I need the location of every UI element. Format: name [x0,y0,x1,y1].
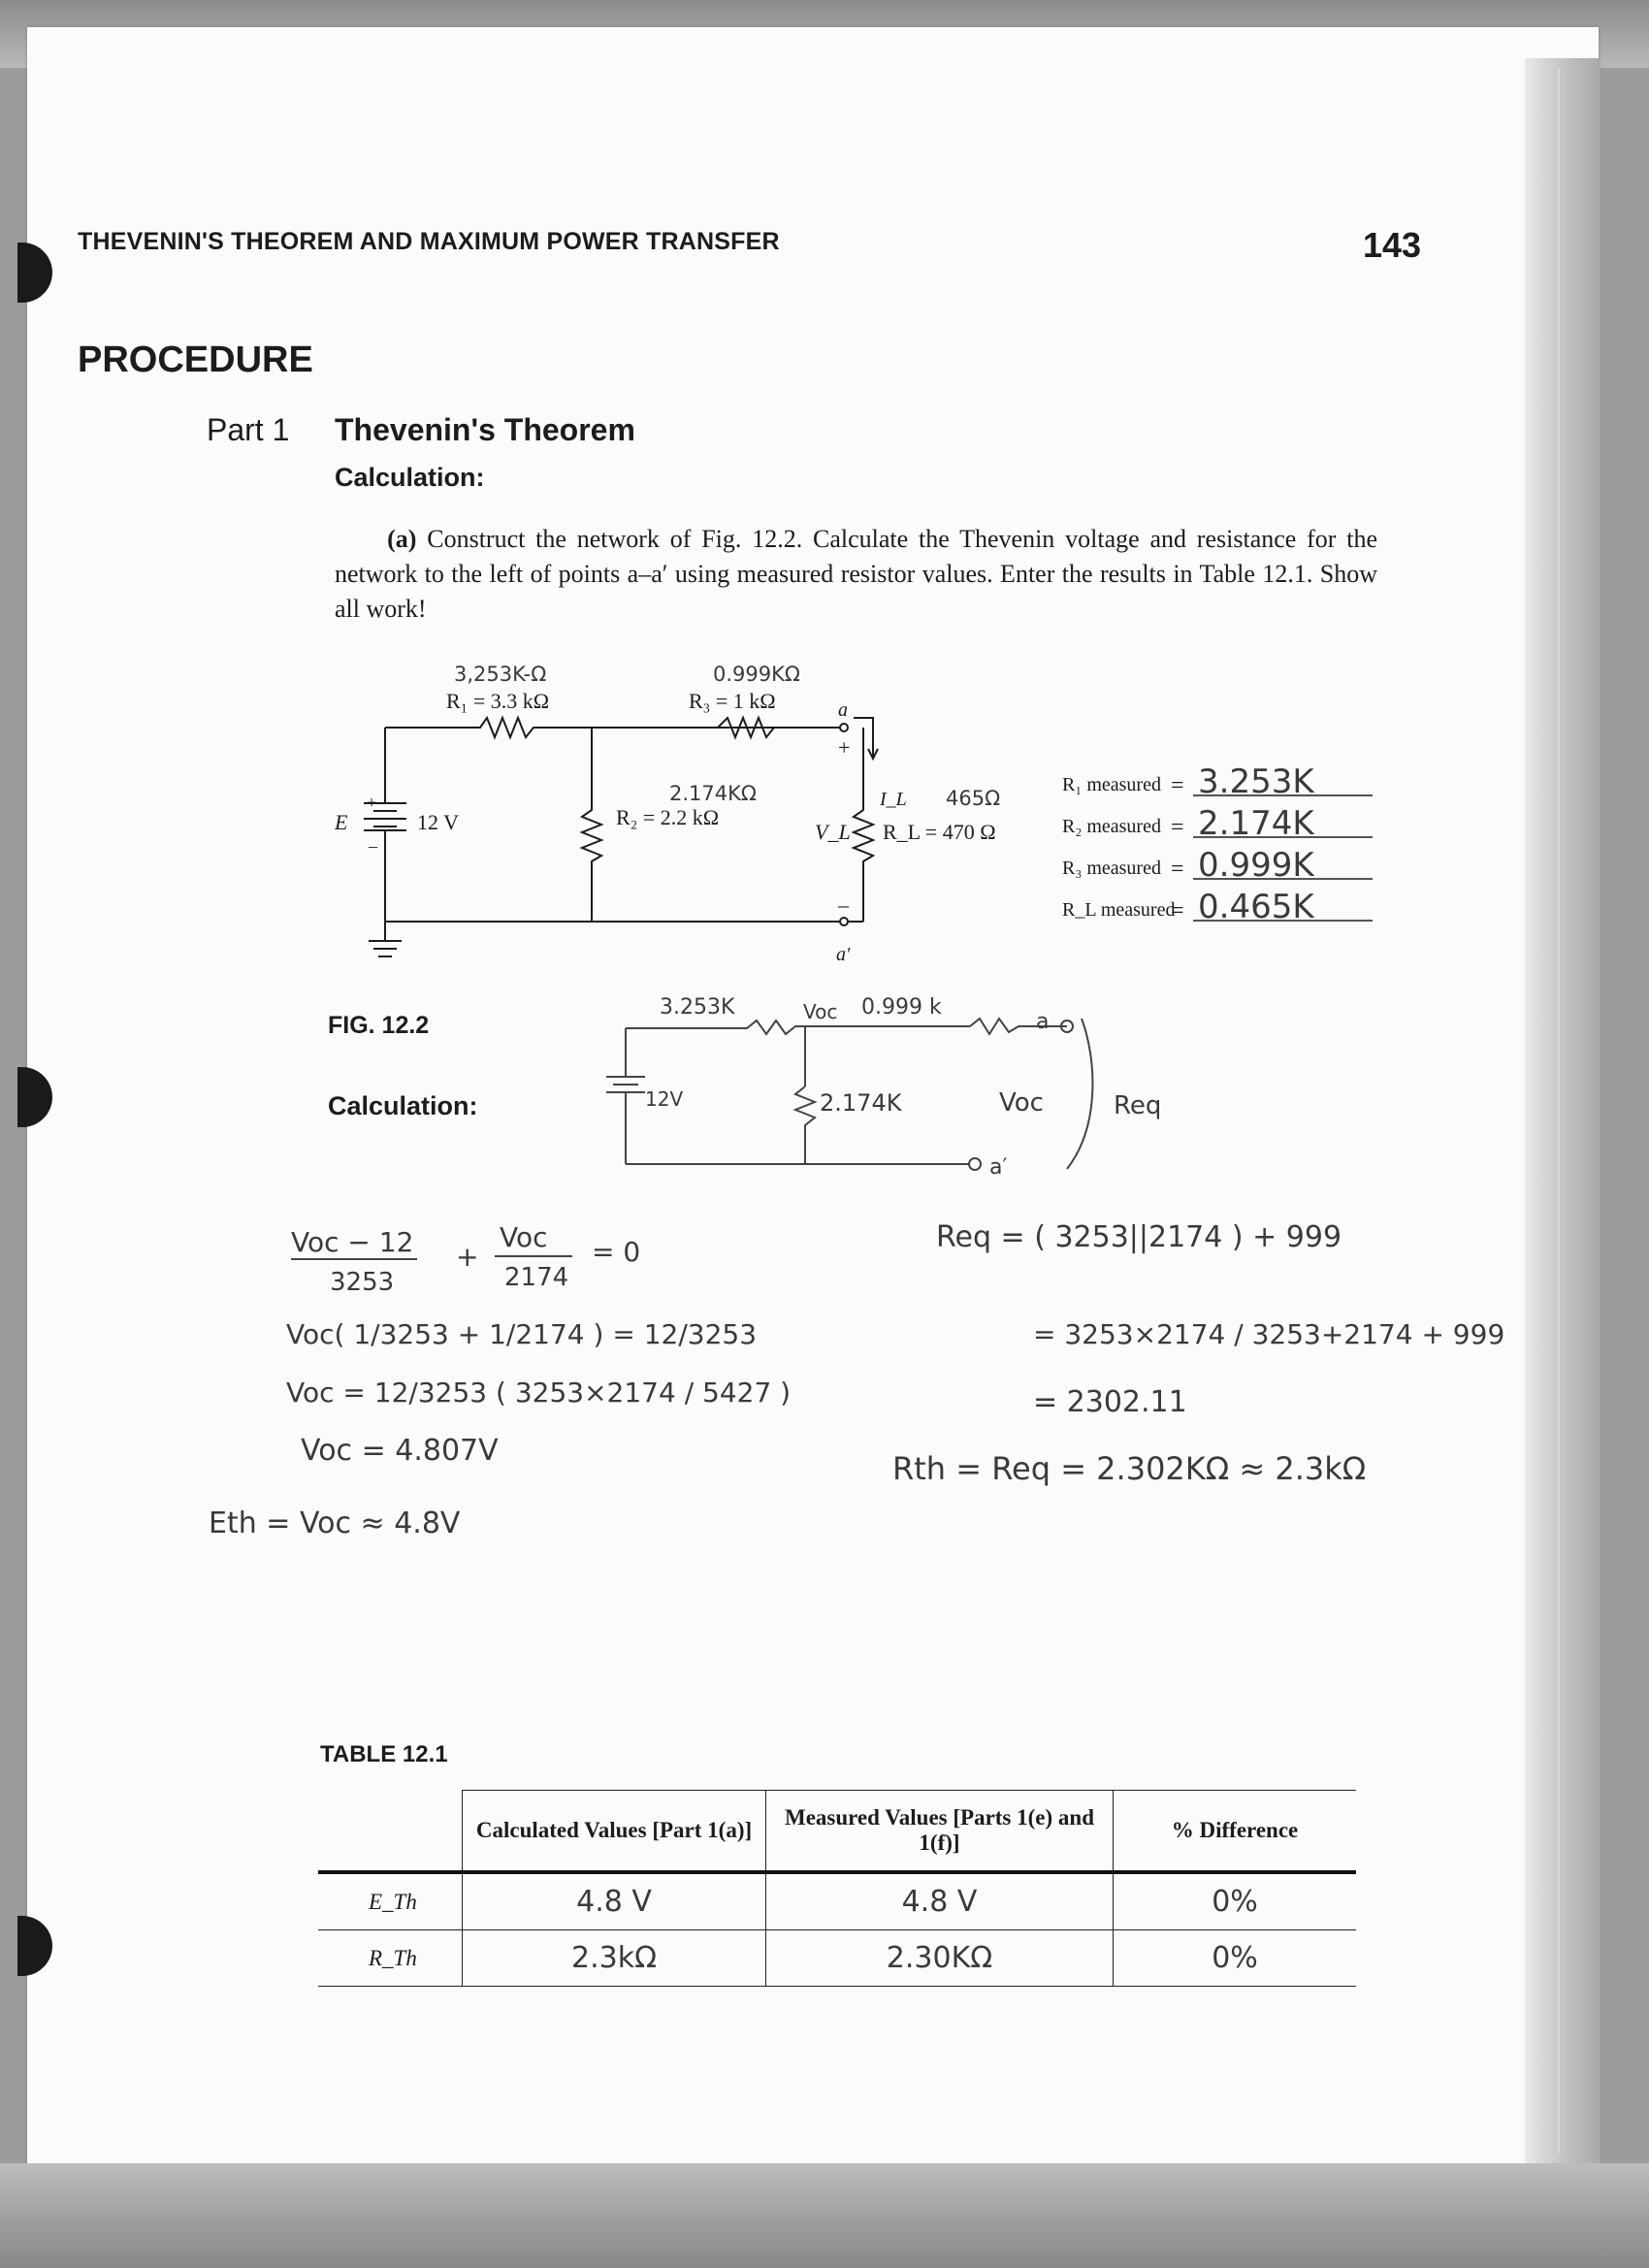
row-label-rth: R_Th [318,1930,463,1987]
hw-sketch-a: a [1036,1010,1050,1034]
label-rl: R_L = 470 Ω [883,820,996,844]
meas-label-rl: R_L measured [1062,899,1176,921]
table-row [318,1872,1356,1930]
node-a-plus: + [838,735,851,760]
hw-eq1-denominator: 3253 [330,1268,395,1297]
page-number: 143 [1363,225,1422,265]
meas-value-r3: 0.999K [1198,846,1314,885]
table-title: TABLE 12.1 [320,1741,448,1767]
hw-eq2: Voc( 1/3253 + 1/2174 ) = 12/3253 [286,1318,758,1350]
section-title: PROCEDURE [78,340,313,380]
cell-rth-difference: 0% [1114,1930,1357,1987]
node-a: a [838,699,848,721]
label-r2: R₂ = 2.2 kΩ [616,805,720,829]
part-title: Thevenin's Theorem [335,412,635,447]
hw-eq1-numerator: Voc − 12 [291,1226,414,1258]
results-table [318,1790,1356,1987]
cell-rth-calculated: 2.3kΩ [463,1930,766,1987]
source-plus: + [367,793,377,812]
source-minus: – [369,836,377,856]
hw-sketch-12v: 12V [645,1087,684,1111]
hw-eq1-den2: 2174 [504,1263,569,1292]
row-label-eth: E_Th [318,1872,463,1930]
svg-text:=: = [1171,773,1184,798]
hw-sketch-r3: 0.999 k [861,995,942,1020]
hw-sketch-req: Req [1114,1091,1162,1120]
hw-sketch-r1: 3.253K [660,995,735,1020]
meas-label-r2: R₂ measured [1062,816,1161,837]
cell-rth-measured: 2.30KΩ [766,1930,1114,1987]
meas-value-r2: 2.174K [1198,804,1314,843]
meas-value-rl: 0.465K [1198,888,1314,926]
table-header-difference: % Difference [1114,1791,1357,1873]
hw-eq5-eth: Eth = Voc ≈ 4.8V [209,1507,461,1540]
cell-eth-calculated: 4.8 V [463,1872,766,1930]
calculation-heading-2: Calculation: [328,1091,478,1120]
label-il: I_L [880,789,907,810]
hw-req2: = 3253×2174 / 3253+2174 + 999 [1033,1318,1505,1350]
hw-sketch-voc: Voc [803,1000,838,1023]
hw-eq1-plus: + [456,1241,479,1273]
figure-caption: FIG. 12.2 [328,1012,430,1039]
hw-eq1-num2: Voc [500,1221,548,1253]
hw-r1-measured: 3,253K-Ω [454,663,547,686]
table-header-measured: Measured Values [Parts 1(e) and 1(f)] [766,1791,1114,1873]
meas-value-r1: 3.253K [1198,762,1314,801]
label-e-value: 12 V [417,810,459,834]
part-label: Part 1 [207,412,290,447]
hw-rl-measured: 465Ω [946,787,1001,810]
hw-req1: Req = ( 3253||2174 ) + 999 [936,1220,1342,1254]
hw-eq1-rhs: = 0 [592,1236,641,1268]
hw-req3: = 2302.11 [1033,1385,1187,1419]
svg-text:=: = [1171,815,1184,840]
meas-label-r3: R₃ measured [1062,858,1161,879]
table-header-calculated: Calculated Values [Part 1(a)] [463,1791,766,1873]
hw-req4-rth: Rth = Req = 2.302KΩ ≈ 2.3kΩ [892,1450,1367,1487]
hw-sketch-aprime: a′ [989,1155,1008,1180]
hw-eq3: Voc = 12/3253 ( 3253×2174 / 5427 ) [286,1377,792,1409]
sketch-r2 [795,1086,815,1164]
cell-eth-difference: 0% [1114,1872,1357,1930]
sketch-r3 [970,1019,1067,1034]
sketch-r1-wire [626,1021,970,1034]
node-a-prime: a′ [836,944,851,965]
hw-r2-measured: 2.174KΩ [669,782,757,805]
label-e: E [335,810,348,834]
table-header-empty [318,1791,463,1873]
instructions-text: Construct the network of Fig. 12.2. Calculate the Thevenin voltage and resistance for the network to the left of points a–a′ using measured resistor values. Enter the results in Table 12.1. Show all work! [335,525,1378,623]
node-aprime-minus: – [838,892,849,917]
running-header: THEVENIN'S THEOREM AND MAXIMUM POWER TRANSFER [78,228,780,255]
calculation-heading: Calculation: [335,463,485,492]
svg-text:=: = [1171,898,1184,923]
instructions-label: (a) [387,525,417,553]
label-vl: V_L [815,820,851,844]
label-r1: R₁ = 3.3 kΩ [446,689,550,713]
hw-r3-measured: 0.999KΩ [713,663,800,686]
label-r3: R₃ = 1 kΩ [689,689,776,713]
meas-label-r1: R₁ measured [1062,774,1161,795]
svg-text:=: = [1171,857,1184,882]
hw-eq4-voc: Voc = 4.807V [301,1434,499,1468]
cell-eth-measured: 4.8 V [766,1872,1114,1930]
table-row [318,1930,1356,1987]
hw-sketch-r2: 2.174K [820,1089,902,1117]
hw-sketch-voc2: Voc [999,1088,1044,1118]
